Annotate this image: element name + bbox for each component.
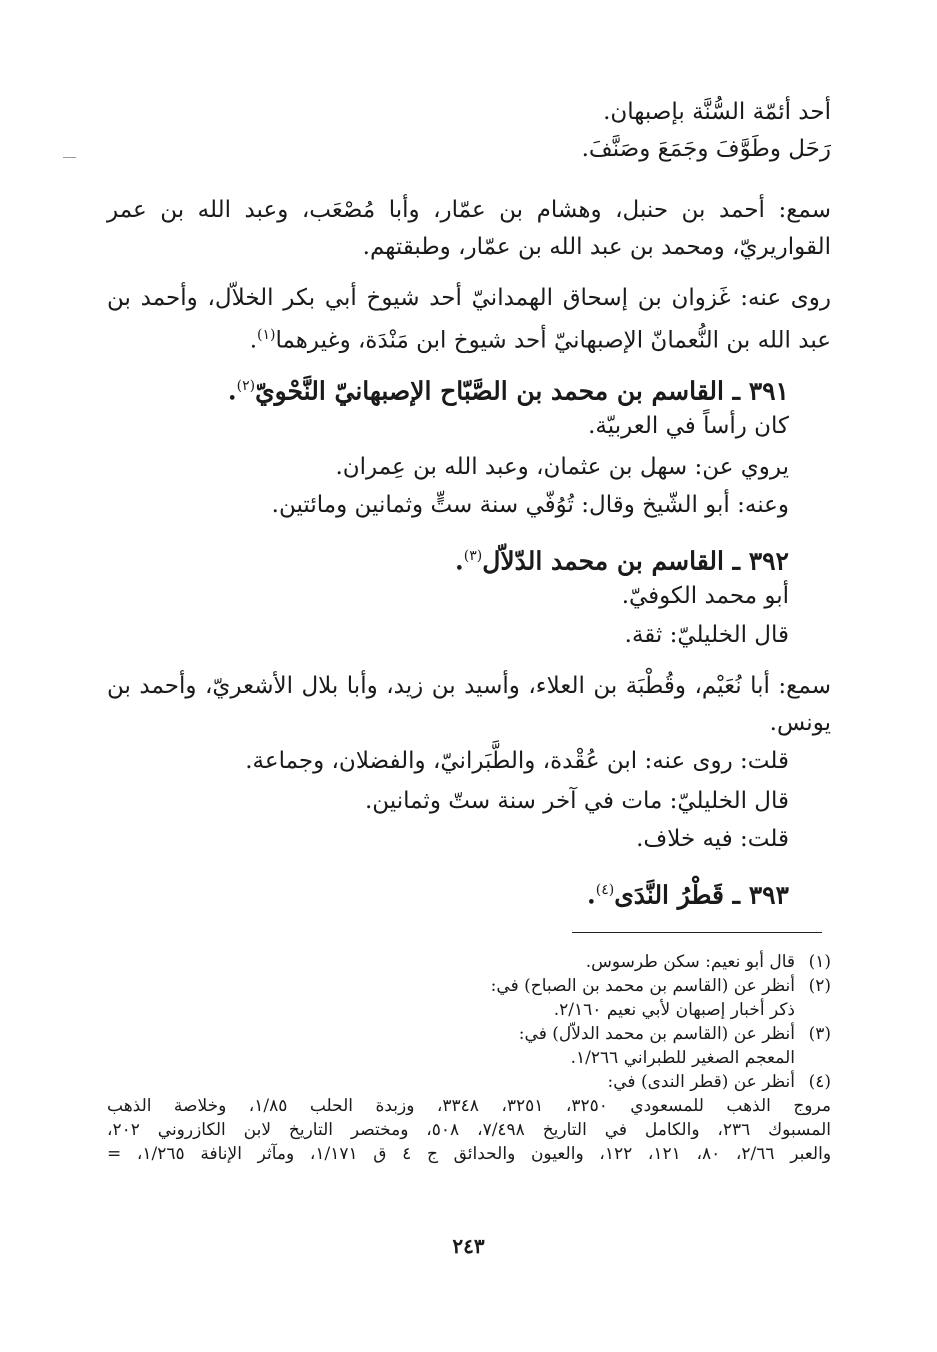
entry-heading-391 [228,368,789,409]
margin-mark [63,157,76,158]
footnote-line: ذكر أخبار إصبهان لأبي نعيم ٢/١٦٠. [553,1000,795,1020]
footnote-number: (١) [808,952,831,972]
period: . [587,880,596,910]
footnote-line: أنظر عن (القاسم بن محمد بن الصباح) في: [490,976,795,996]
entry-title: ٣٩٢ ـ القاسم بن محمد الدّلاّل [482,546,789,576]
text-line: وعنه: أبو الشّيخ وقال: تُوُفّي سنة ستٍّ وثمانين ومائتين. [271,492,789,518]
footnote-number: (٣) [808,1024,831,1044]
footnote-ref: (٣) [463,548,483,564]
period: . [249,327,258,354]
text-line: قلت: روى عنه: ابن عُقْدة، والطَّبَرانيّ، والفضلان، وجماعة. [245,748,789,774]
text-line: يروي عن: سهل بن عثمان، وعبد الله بن عِمران. [335,454,789,480]
text-line: قلت: فيه خلاف. [636,826,789,852]
paragraph-heard-from: سمع: أحمد بن حنبل، وهشام بن عمّار، وأبا مُصْعَب، وعبد الله بن عمر القواريريّ، ومحمد بن عبد الله بن عمّار، وطبقتهم. [107,197,831,260]
footnote-line: المسبوك ٢٣٦، والكامل في التاريخ ٧/٤٩٨، ٥٠٨، ومختصر التاريخ لابن الكازروني ٢٠٢، [107,1120,831,1140]
footnotes [107,950,831,1166]
footnote-separator [572,932,822,933]
text-line: قال الخليليّ: ثقة. [624,622,789,648]
page-number: ٢٤٣ [452,1234,485,1258]
period: . [227,376,237,406]
entry-title: ٣٩٣ ـ قَطْرُ النَّدَى [614,880,789,910]
footnote-3 [107,1022,831,1070]
text-line: أحد أئمّة السُّنَّة بإصبهان. [603,99,831,125]
footnote-number: (٤) [808,1072,831,1092]
footnote-ref: (١) [257,327,276,343]
footnote-line: مروج الذهب للمسعودي ٣٢٥٠، ٣٢٥١، ٣٣٤٨، وزبدة الحلب ١/٨٥، وخلاصة الذهب [107,1096,831,1116]
footnote-line: والعبر ٢/٦٦، ٨٠، ١٢١، ١٢٢، والعيون والحدائق ج ٤ ق ١/١٧١، ومآثر الإنافة ١/٢٦٥، = [107,1144,832,1164]
footnote-line: أنظر عن (القاسم بن محمد الدلاّل) في: [518,1024,795,1044]
paragraph-text: روى عنه: غَزوان بن إسحاق الهمدانيّ أحد شيوخ أبي بكر الخلاّل، وأحمد بن عبد الله بن النُّعمانّ الإصبهانيّ أحد شيوخ ابن مَنْدَة، وغيرهما [107,285,831,354]
paragraph-narrated-by [107,280,831,360]
footnote-ref: (٢) [236,378,256,394]
footnote-4 [107,1070,831,1094]
footnote-line: المعجم الصغير للطبراني ١/٢٦٦. [570,1048,795,1068]
entry-heading-393 [587,872,789,913]
text-line: أبو محمد الكوفيّ. [621,583,789,609]
entry-heading-392 [455,538,789,579]
footnote-line: أنظر عن (قطر الندى) في: [607,1072,795,1092]
footnote-4-body [107,1094,831,1166]
footnote-2 [107,974,831,1022]
paragraph-heard-from-2: سمع: أبا نُعَيْم، وقُطْبَة بن العلاء، وأسيد بن زيد، وأبا بلال الأشعريّ، وأحمد بن يونس. [107,673,831,736]
footnote-1 [107,950,831,974]
entry-title: ٣٩١ ـ القاسم بن محمد بن الصَّبّاح الإصبهانيّ النَّحْويّ [255,376,789,406]
footnote-line: قال أبو نعيم: سكن طرسوس. [585,952,795,972]
text-line: قال الخليليّ: مات في آخر سنة ستّ وثمانين. [364,788,789,814]
text-line: كان رأساً في العربيّة. [588,413,789,439]
footnote-ref: (٤) [595,882,615,898]
period: . [455,546,464,576]
text-line: رَحَل وطَوَّفَ وجَمَعَ وصَنَّفَ. [581,136,831,162]
footnote-number: (٢) [808,976,831,996]
